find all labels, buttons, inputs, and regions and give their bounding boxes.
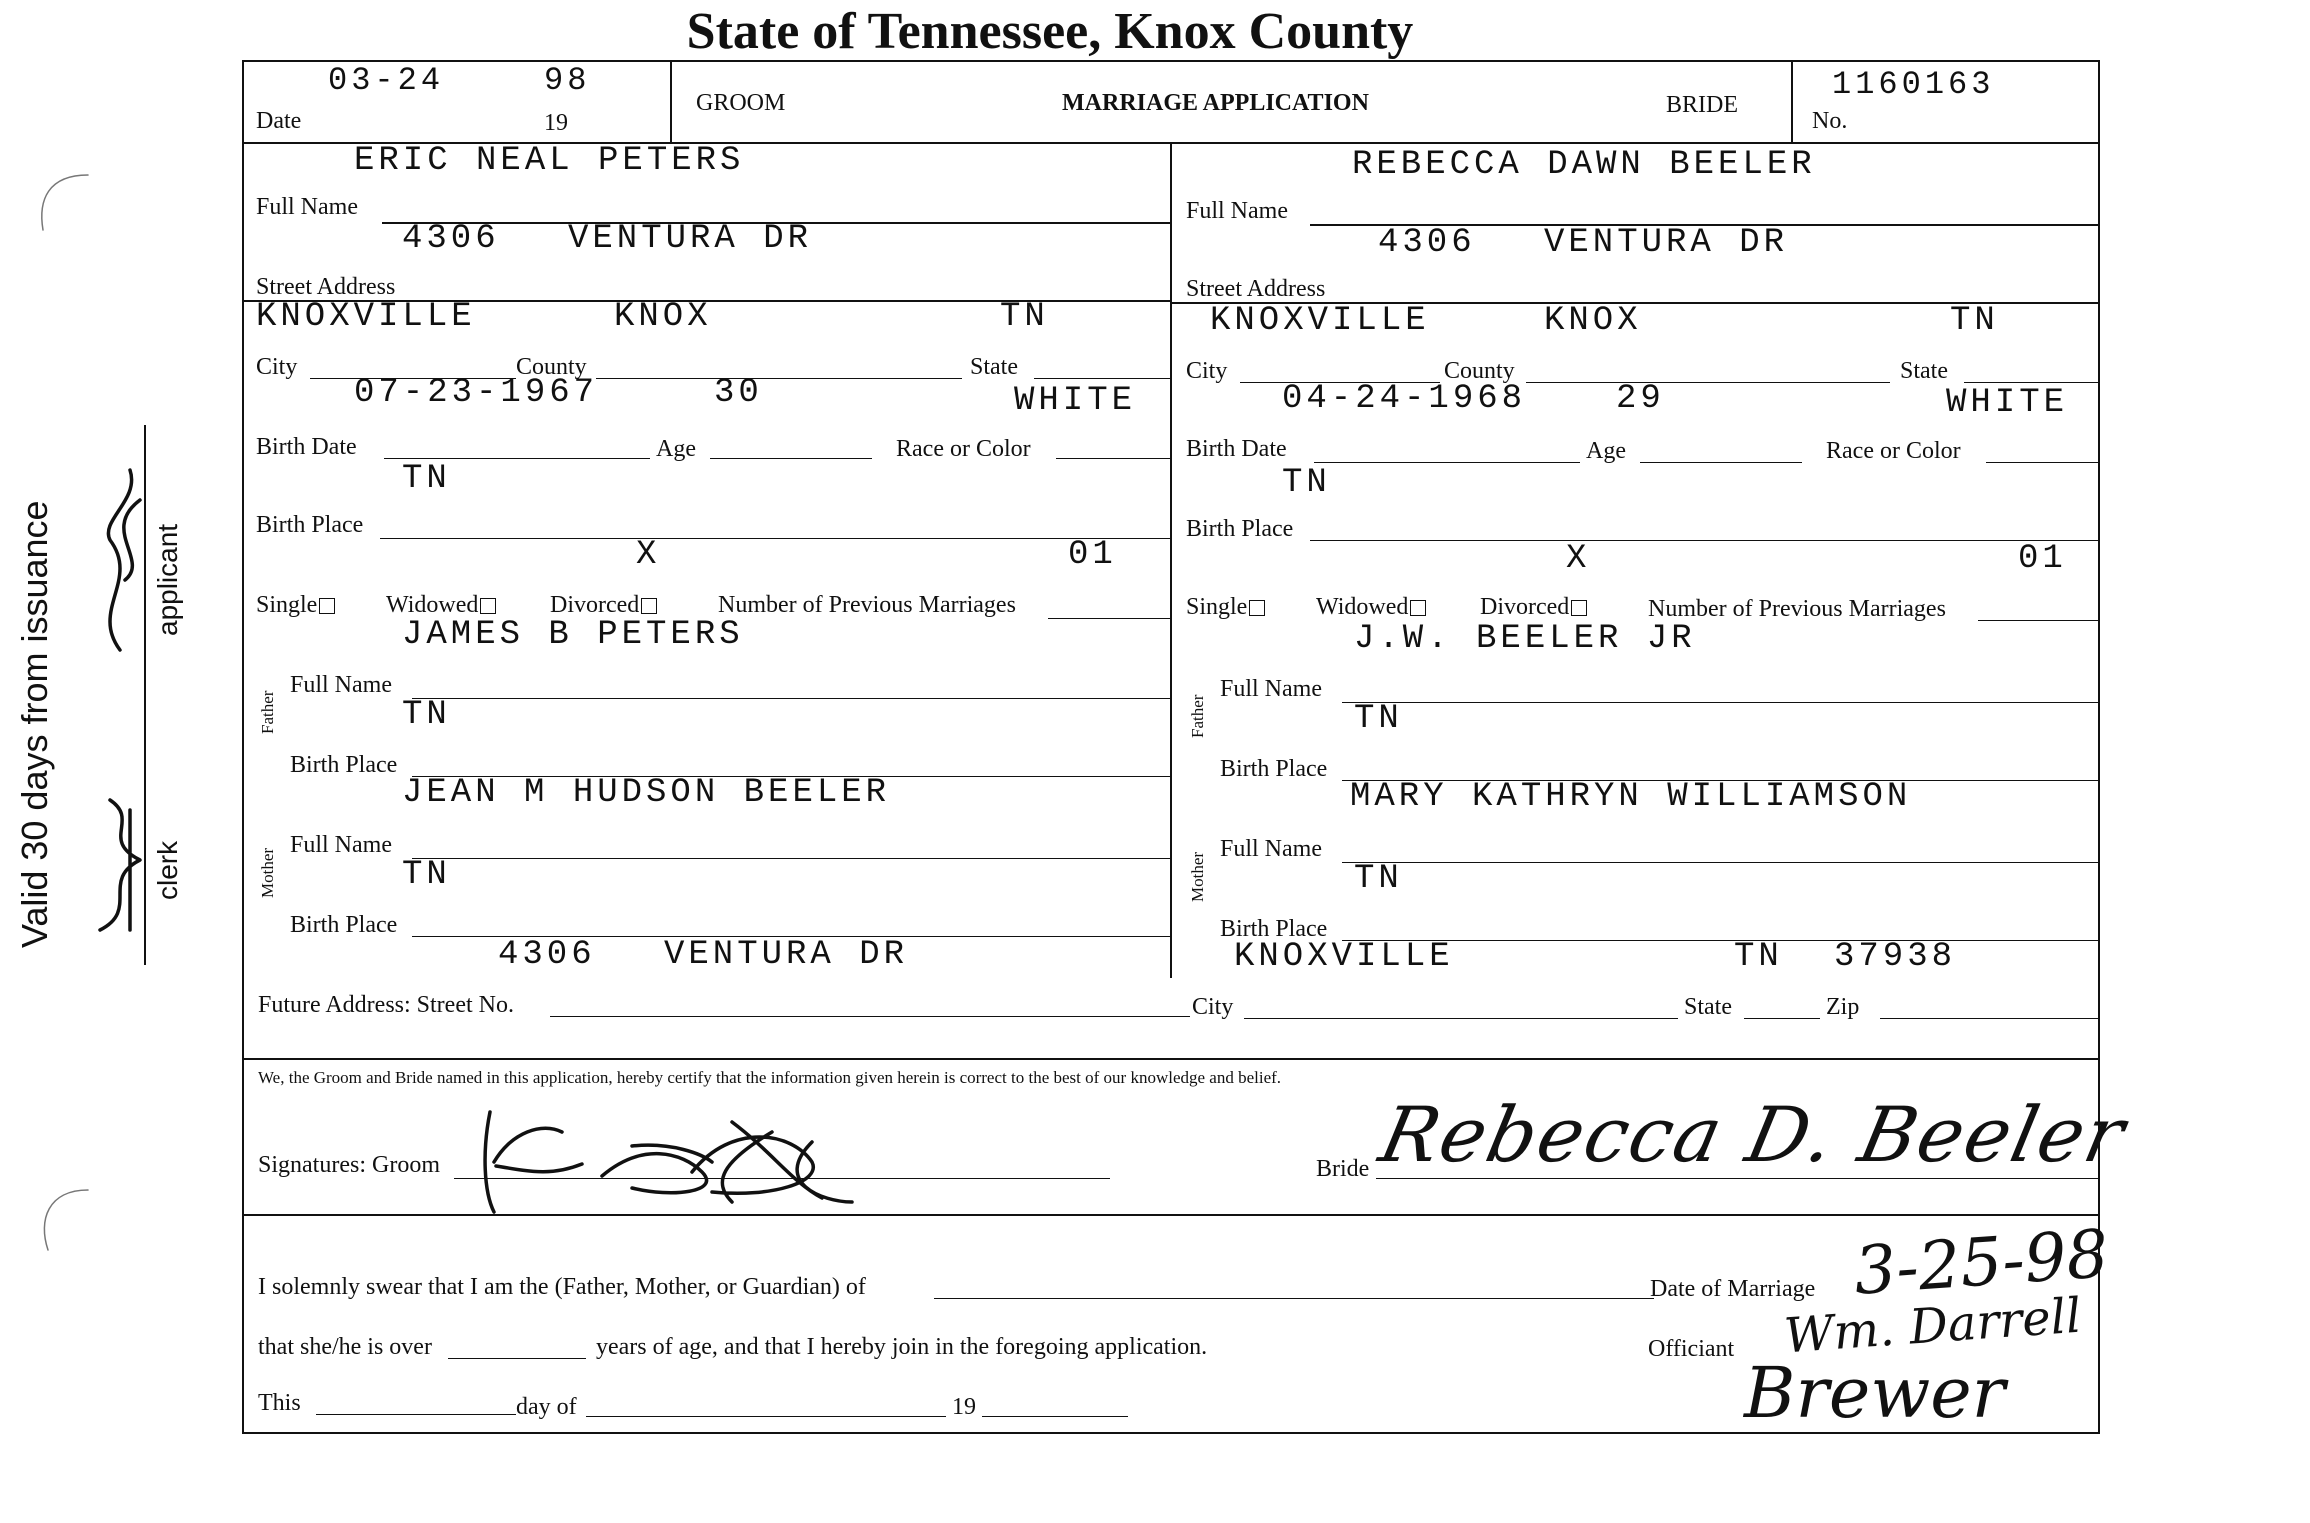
groom-birth-date-label: Birth Date [256,434,357,460]
groom-race-label: Race or Color [896,436,1031,462]
application-number: 1160163 [1832,66,1995,103]
future-street-no: 4306 [498,936,596,974]
groom-birth-place: TN [402,460,451,498]
bride-father-vertical-label: Father [1188,694,1207,738]
groom-street-name: VENTURA DR [568,220,813,258]
groom-age-label: Age [656,436,696,462]
bride-full-name-label: Full Name [1186,198,1288,224]
future-city: KNOXVILLE [1234,938,1454,976]
date-of-marriage-label: Date of Marriage [1650,1276,1816,1302]
groom-county: KNOX [614,298,712,336]
groom-widowed-label: Widowed [386,592,496,619]
bride-birth-place-label: Birth Place [1186,516,1294,542]
year-value: 98 [544,62,591,99]
bride-age-label: Age [1586,438,1626,464]
bride-father-birth-place: TN [1354,700,1403,738]
bride-father-name-label: Full Name [1220,676,1322,702]
officiant-value-line1: Wm. Darrell [1782,1287,2084,1365]
groom-mother-name: JEAN M HUDSON BEELER [402,774,891,812]
bride-header-label: BRIDE [1666,92,1738,118]
groom-full-name-label: Full Name [256,194,358,220]
clerk-signature [80,790,160,940]
groom-single-label: Single [256,592,335,619]
groom-street-no: 4306 [402,220,500,258]
clerk-label: clerk [152,840,183,900]
applicant-label: applicant [152,523,183,636]
bride-single-label: Single [1186,594,1265,621]
bride-single-checkbox[interactable] [1249,600,1265,616]
bride-city: KNOXVILLE [1210,302,1430,340]
date-value: 03-24 [328,62,445,99]
date-label: Date [256,108,302,134]
groom-divorced-checkbox[interactable] [641,598,657,614]
bride-full-name: REBECCA DAWN BEELER [1352,146,1816,184]
groom-father-name-label: Full Name [290,672,392,698]
groom-status-mark: X [636,536,661,574]
groom-signature [472,1102,852,1222]
groom-widowed-checkbox[interactable] [480,598,496,614]
bride-race: WHITE [1946,384,2069,422]
groom-birth-place-label: Birth Place [256,512,364,538]
bride-widowed-checkbox[interactable] [1410,600,1426,616]
bride-signature: Rebecca D. Beeler [1372,1090,2134,1179]
future-zip-label: Zip [1826,994,1860,1020]
officiant-value-line2: Brewer [1744,1352,2006,1434]
form-title: MARRIAGE APPLICATION [1062,90,1369,116]
applicant-signature [80,460,160,660]
bride-prev-marriages-label: Number of Previous Marriages [1648,596,1946,622]
groom-header-label: GROOM [696,90,786,116]
groom-single-checkbox[interactable] [319,598,335,614]
groom-city-label: City [256,354,298,380]
future-state-label: State [1684,994,1732,1020]
groom-street-label: Street Address [256,274,396,300]
marriage-application-form [242,60,2134,1434]
groom-father-name: JAMES B PETERS [402,616,744,654]
bride-age: 29 [1616,380,1665,418]
bride-street-no: 4306 [1378,224,1476,262]
oath-line-3c: 19 [952,1394,976,1420]
hole-punch-top [28,170,98,240]
oath-line-2b: years of age, and that I hereby join in the foregoing application. [596,1334,1208,1360]
hole-punch-bottom [28,1185,98,1265]
groom-mother-birth-place-label: Birth Place [290,912,398,938]
groom-city: KNOXVILLE [256,298,476,336]
bride-street-name: VENTURA DR [1544,224,1789,262]
future-city-label: City [1192,994,1234,1020]
groom-county-label: County [516,354,587,380]
groom-birth-date: 07-23-1967 [354,374,599,412]
groom-mother-birth-place: TN [402,856,451,894]
groom-father-birth-place-label: Birth Place [290,752,398,778]
officiant-label: Officiant [1648,1336,1735,1362]
bride-divorced-label: Divorced [1480,594,1587,621]
validity-note: Valid 30 days from issuance [14,500,55,948]
date-of-marriage-value: 3-25-98 [1851,1215,2111,1310]
bride-city-label: City [1186,358,1228,384]
groom-father-birth-place: TN [402,696,451,734]
bride-mother-birth-place: TN [1354,860,1403,898]
bride-county-label: County [1444,358,1515,384]
bride-signature-label: Bride [1316,1156,1370,1182]
bride-birth-date: 04-24-1968 [1282,380,1527,418]
groom-age: 30 [714,374,763,412]
bride-street-label: Street Address [1186,276,1326,302]
groom-mother-vertical-label: Mother [258,847,277,898]
page-title: State of Tennessee, Knox County [686,3,1414,60]
bride-race-label: Race or Color [1826,438,1961,464]
future-zip: 37938 [1834,938,1957,976]
groom-signature-label: Signatures: Groom [258,1152,440,1178]
oath-line-3b: day of [516,1394,577,1420]
year-prefix: 19 [544,110,568,136]
oath-line-2a: that she/he is over [258,1334,432,1360]
bride-mother-vertical-label: Mother [1188,851,1207,902]
bride-birth-date-label: Birth Date [1186,436,1287,462]
bride-state-label: State [1900,358,1948,384]
bride-divorced-checkbox[interactable] [1571,600,1587,616]
future-street-label: Future Address: Street No. [258,992,514,1018]
certification-statement: We, the Groom and Bride named in this application, hereby certify that the information given herein is correct to the best of our knowledge and belief. [258,1068,1282,1087]
groom-state: TN [1000,298,1049,336]
bride-status-mark: X [1566,540,1591,578]
future-state: TN [1734,938,1783,976]
future-street-name: VENTURA DR [664,936,909,974]
bride-mother-birth-place-label: Birth Place [1220,916,1328,942]
oath-line-3a: This [258,1390,301,1416]
bride-mother-name: MARY KATHRYN WILLIAMSON [1350,778,1912,816]
bride-prev-marriages: 01 [2018,540,2067,578]
groom-full-name: ERIC NEAL PETERS [354,142,745,180]
bride-county: KNOX [1544,302,1642,340]
groom-state-label: State [970,354,1018,380]
bride-state: TN [1950,302,1999,340]
number-label: No. [1812,108,1848,134]
groom-divorced-label: Divorced [550,592,657,619]
groom-race: WHITE [1014,382,1137,420]
bride-widowed-label: Widowed [1316,594,1426,621]
groom-mother-name-label: Full Name [290,832,392,858]
oath-line-1: I solemnly swear that I am the (Father, Mother, or Guardian) of [258,1274,866,1300]
bride-mother-name-label: Full Name [1220,836,1322,862]
bride-father-birth-place-label: Birth Place [1220,756,1328,782]
groom-father-vertical-label: Father [258,690,277,734]
groom-prev-marriages-label: Number of Previous Marriages [718,592,1016,618]
bride-birth-place: TN [1282,464,1331,502]
bride-father-name: J.W. BEELER JR [1354,620,1696,658]
groom-prev-marriages: 01 [1068,536,1117,574]
